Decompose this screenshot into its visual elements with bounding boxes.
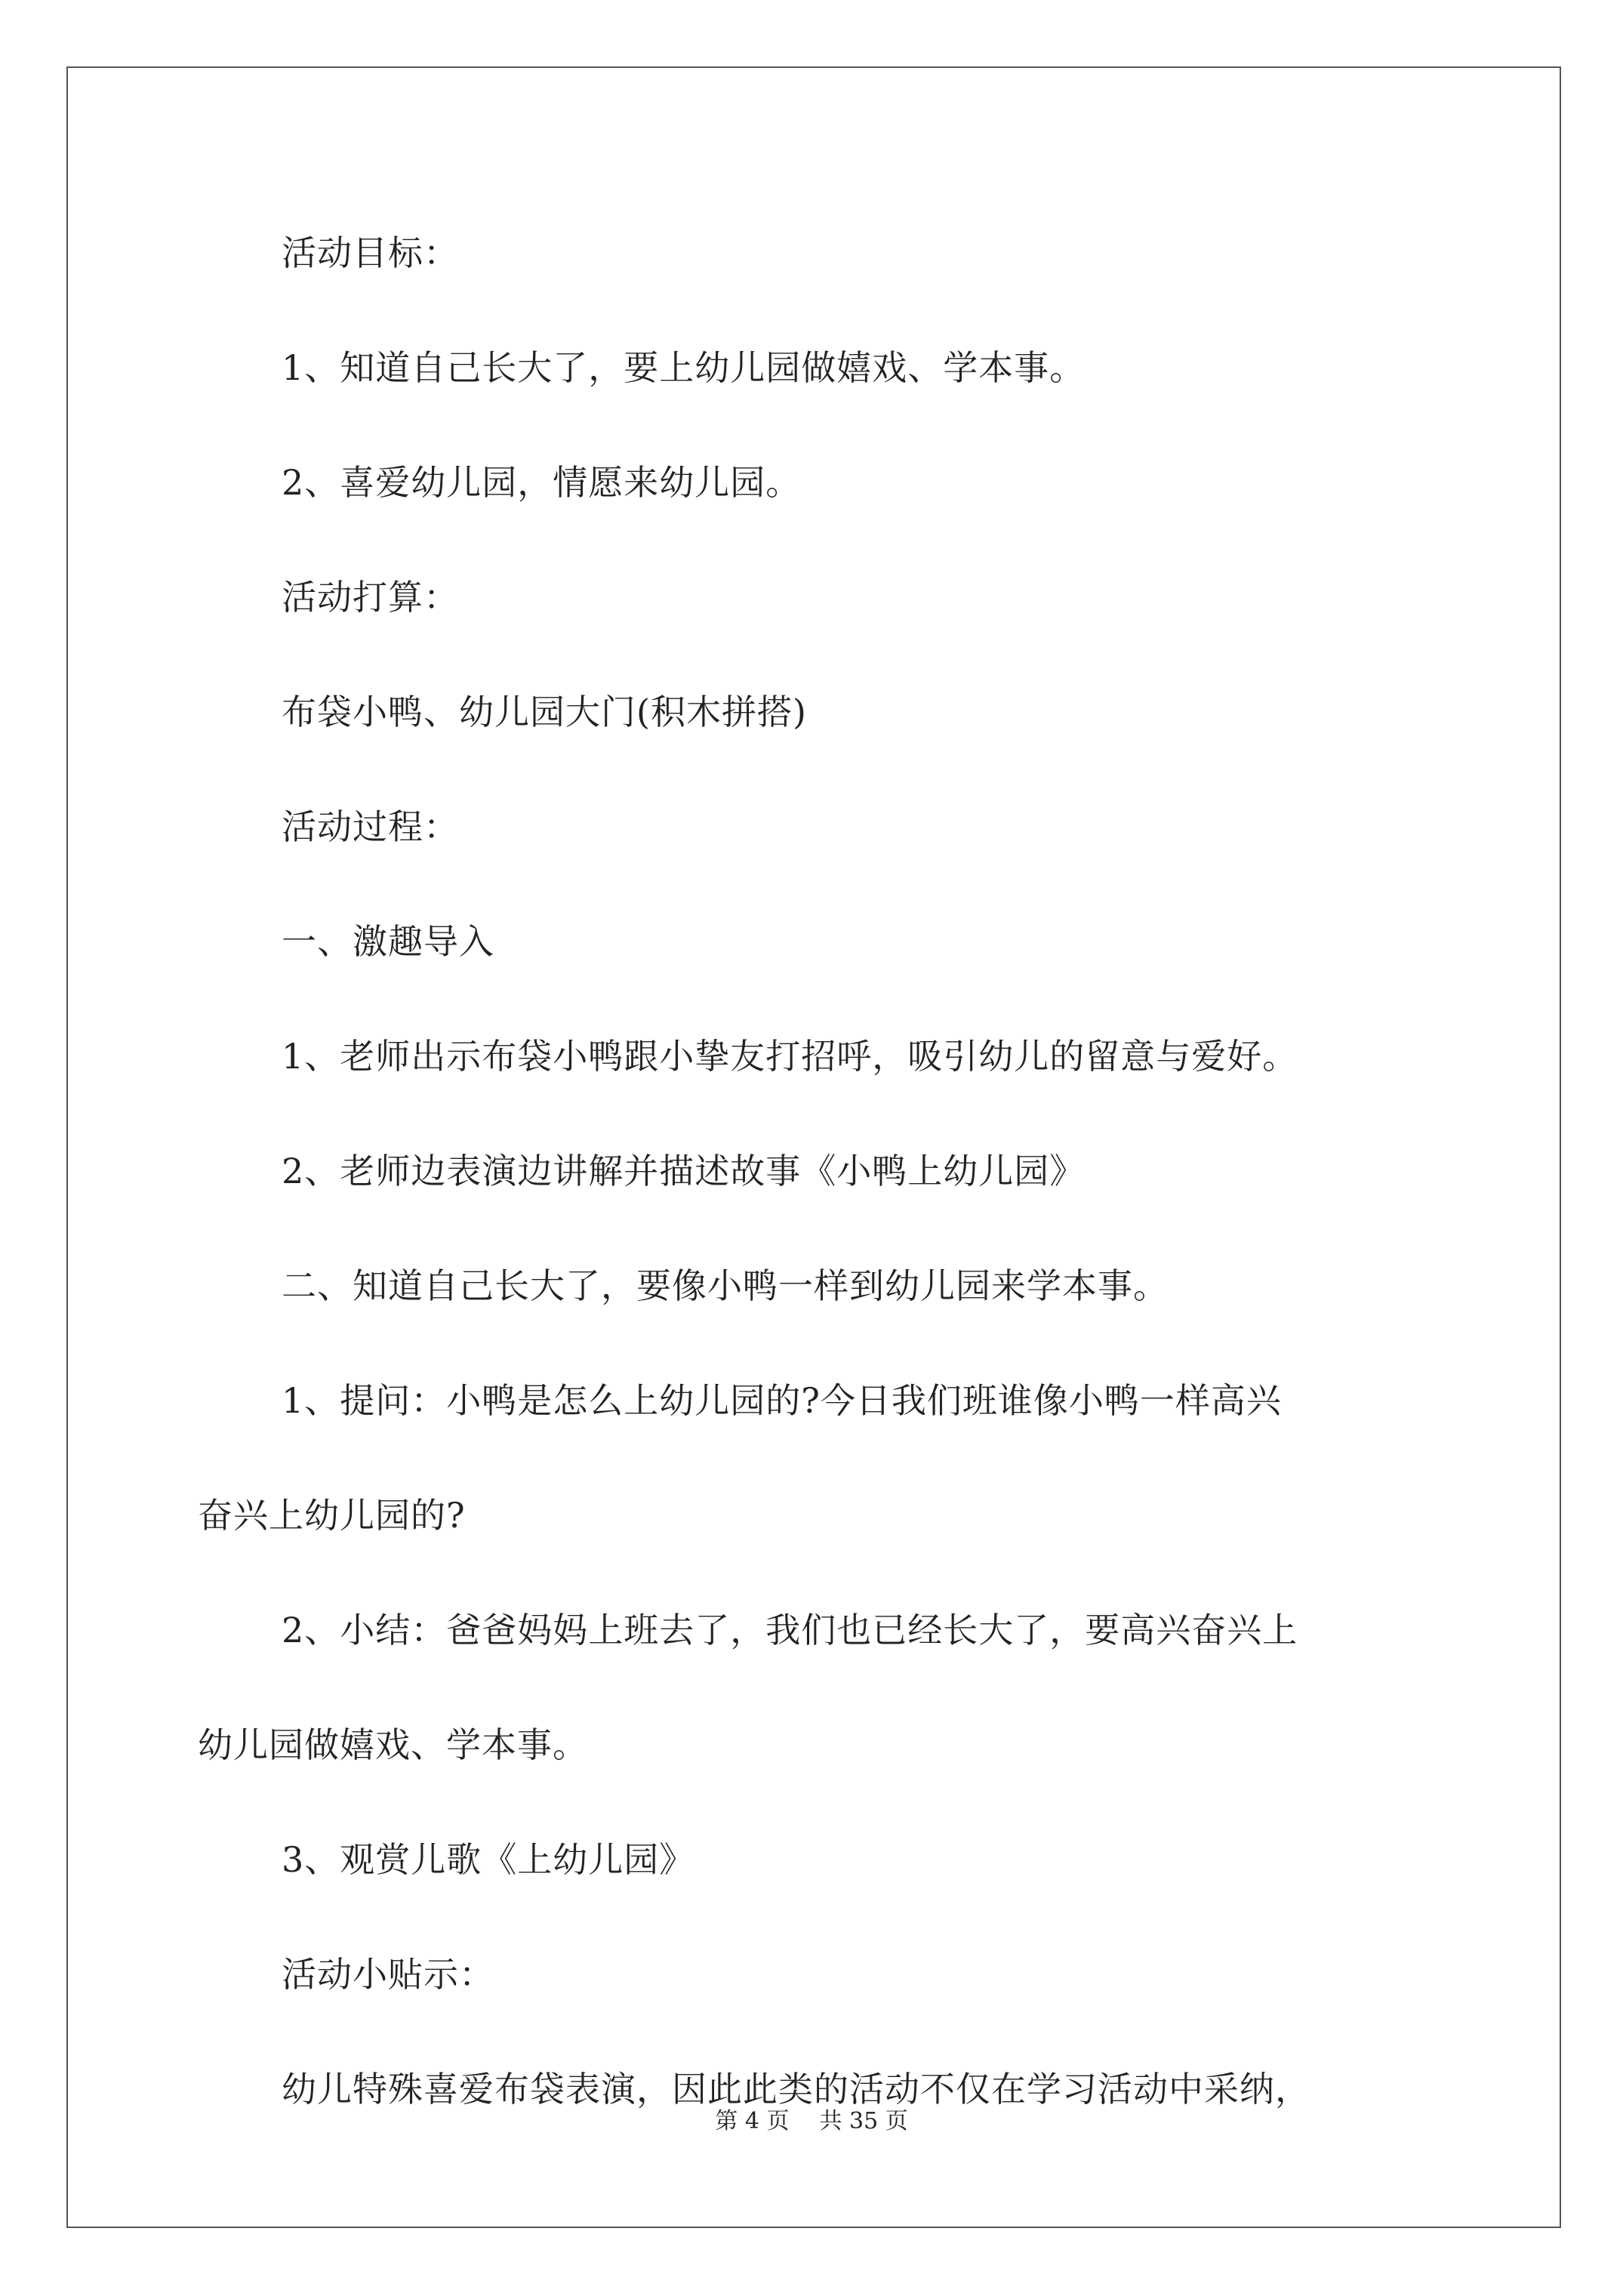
paragraph-line: 2、喜爱幼儿园，情愿来幼儿园。 [282, 462, 802, 503]
paragraph-line-continued: 奋兴上幼儿园的? [198, 1495, 466, 1536]
paragraph-line-continued: 幼儿园做嬉戏、学本事。 [198, 1724, 588, 1765]
paragraph-line: 1、老师出示布袋小鸭跟小挚友打招呼，吸引幼儿的留意与爱好。 [282, 1036, 1298, 1077]
paragraph-line: 幼儿特殊喜爱布袋表演，因此此类的活动不仅在学习活动中采纳， [282, 2069, 1310, 2110]
paragraph-line: 1、知道自己长大了，要上幼儿园做嬉戏、学本事。 [282, 347, 1086, 388]
page-total: 共 35 页 [819, 2108, 908, 2134]
paragraph-line: 1、提问：小鸭是怎么上幼儿园的?今日我们班谁像小鸭一样高兴 [282, 1380, 1282, 1421]
heading-activity-goals: 活动目标： [282, 233, 459, 273]
heading-activity-prep: 活动打算： [282, 577, 459, 618]
page-border [66, 66, 1561, 2228]
heading-activity-tips: 活动小贴示： [282, 1954, 494, 1995]
paragraph-line: 2、老师边表演边讲解并描述故事《小鸭上幼儿园》 [282, 1151, 1086, 1191]
page-number: 第 4 页 [715, 2108, 790, 2134]
paragraph-line: 2、小结：爸爸妈妈上班去了，我们也已经长大了，要高兴奋兴上 [282, 1610, 1298, 1650]
page-footer [0, 2106, 1623, 2137]
paragraph-line: 3、观赏儿歌《上幼儿园》 [282, 1839, 695, 1880]
section-heading-2: 二、知道自己长大了，要像小鸭一样到幼儿园来学本事。 [282, 1265, 1169, 1306]
heading-activity-process: 活动过程： [282, 806, 459, 847]
section-heading-1: 一、激趣导入 [282, 921, 494, 962]
paragraph-line: 布袋小鸭、幼儿园大门(积木拼搭) [282, 692, 807, 732]
